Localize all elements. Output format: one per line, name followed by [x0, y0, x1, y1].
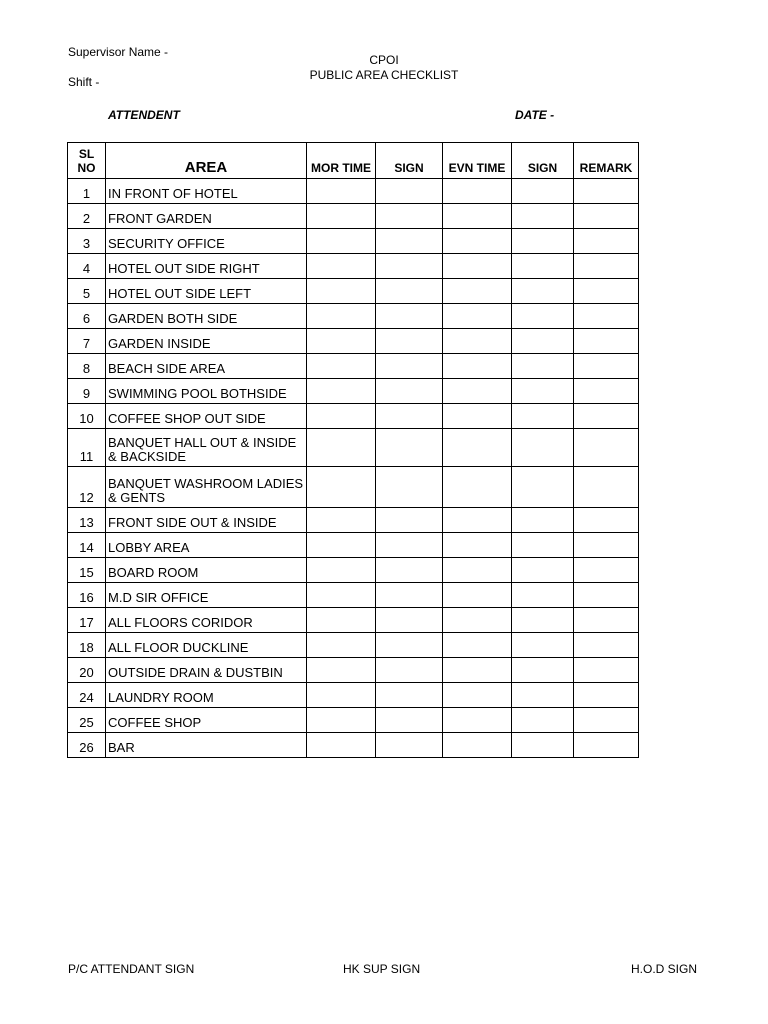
sign-2-cell — [512, 708, 574, 733]
row-area: FRONT SIDE OUT & INSIDE — [106, 508, 307, 533]
row-sl-no: 4 — [68, 254, 106, 279]
sign-2-cell — [512, 179, 574, 204]
sign-cell — [376, 254, 443, 279]
sign-cell — [376, 508, 443, 533]
remark-cell — [574, 354, 639, 379]
sign-2-cell — [512, 329, 574, 354]
table-row — [68, 329, 639, 354]
remark-cell — [574, 229, 639, 254]
sign-2-cell — [512, 608, 574, 633]
remark-cell — [574, 204, 639, 229]
row-area: GARDEN INSIDE — [106, 329, 307, 354]
row-area: ALL FLOOR DUCKLINE — [106, 633, 307, 658]
column-header-remark: REMARK — [574, 143, 639, 179]
remark-cell — [574, 608, 639, 633]
checklist-body — [68, 179, 639, 758]
sign-cell — [376, 304, 443, 329]
remark-cell — [574, 708, 639, 733]
checklist-table — [67, 142, 639, 758]
table-row — [68, 304, 639, 329]
evn-time-cell — [443, 508, 512, 533]
sign-cell — [376, 329, 443, 354]
row-area: SECURITY OFFICE — [106, 229, 307, 254]
remark-cell — [574, 179, 639, 204]
row-sl-no: 16 — [68, 583, 106, 608]
sign-cell — [376, 354, 443, 379]
remark-cell — [574, 329, 639, 354]
sign-2-cell — [512, 304, 574, 329]
row-sl-no: 5 — [68, 279, 106, 304]
sign-2-cell — [512, 467, 574, 508]
row-sl-no: 25 — [68, 708, 106, 733]
mor-time-cell — [307, 633, 376, 658]
supervisor-name-label: Supervisor Name - — [68, 45, 169, 59]
row-area: BOARD ROOM — [106, 558, 307, 583]
evn-time-cell — [443, 179, 512, 204]
table-row — [68, 608, 639, 633]
mor-time-cell — [307, 354, 376, 379]
sign-2-cell — [512, 508, 574, 533]
remark-cell — [574, 733, 639, 758]
remark-cell — [574, 633, 639, 658]
table-row — [68, 229, 639, 254]
sign-2-cell — [512, 733, 574, 758]
sign-2-cell — [512, 558, 574, 583]
table-row — [68, 708, 639, 733]
mor-time-cell — [307, 404, 376, 429]
remark-cell — [574, 508, 639, 533]
mor-time-cell — [307, 229, 376, 254]
date-label: DATE - — [515, 108, 555, 122]
sign-cell — [376, 179, 443, 204]
mor-time-cell — [307, 304, 376, 329]
attendent-label: ATTENDENT — [108, 108, 180, 122]
hk-sup-sign-label: HK SUP SIGN — [343, 962, 421, 976]
table-row — [68, 467, 639, 508]
evn-time-cell — [443, 583, 512, 608]
mor-time-cell — [307, 733, 376, 758]
row-sl-no: 11 — [68, 429, 106, 467]
evn-time-cell — [443, 404, 512, 429]
mor-time-cell — [307, 279, 376, 304]
table-row — [68, 558, 639, 583]
mor-time-cell — [307, 558, 376, 583]
sign-cell — [376, 229, 443, 254]
remark-cell — [574, 558, 639, 583]
row-area: COFFEE SHOP — [106, 708, 307, 733]
table-row — [68, 508, 639, 533]
evn-time-cell — [443, 279, 512, 304]
row-area: FRONT GARDEN — [106, 204, 307, 229]
mor-time-cell — [307, 429, 376, 467]
remark-cell — [574, 304, 639, 329]
evn-time-cell — [443, 329, 512, 354]
table-row — [68, 404, 639, 429]
evn-time-cell — [443, 229, 512, 254]
row-area: HOTEL OUT SIDE RIGHT — [106, 254, 307, 279]
sign-2-cell — [512, 583, 574, 608]
row-area: BANQUET HALL OUT & INSIDE & BACKSIDE — [106, 429, 307, 467]
row-sl-no: 12 — [68, 467, 106, 508]
row-area: LOBBY AREA — [106, 533, 307, 558]
row-sl-no: 10 — [68, 404, 106, 429]
table-row — [68, 179, 639, 204]
remark-cell — [574, 583, 639, 608]
remark-cell — [574, 404, 639, 429]
sign-2-cell — [512, 379, 574, 404]
column-header-sl-no: SL NO — [68, 143, 106, 179]
row-area: LAUNDRY ROOM — [106, 683, 307, 708]
mor-time-cell — [307, 508, 376, 533]
evn-time-cell — [443, 379, 512, 404]
evn-time-cell — [443, 429, 512, 467]
row-area: ALL FLOORS CORIDOR — [106, 608, 307, 633]
sign-2-cell — [512, 229, 574, 254]
row-area: COFFEE SHOP OUT SIDE — [106, 404, 307, 429]
sign-2-cell — [512, 354, 574, 379]
sign-2-cell — [512, 633, 574, 658]
mor-time-cell — [307, 608, 376, 633]
table-row — [68, 354, 639, 379]
sign-2-cell — [512, 254, 574, 279]
row-area: OUTSIDE DRAIN & DUSTBIN — [106, 658, 307, 683]
table-row — [68, 279, 639, 304]
mor-time-cell — [307, 204, 376, 229]
column-header-sign-2: SIGN — [512, 143, 574, 179]
row-area: BEACH SIDE AREA — [106, 354, 307, 379]
evn-time-cell — [443, 204, 512, 229]
row-sl-no: 7 — [68, 329, 106, 354]
row-sl-no: 24 — [68, 683, 106, 708]
mor-time-cell — [307, 583, 376, 608]
sign-cell — [376, 633, 443, 658]
document-title: PUBLIC AREA CHECKLIST — [309, 68, 459, 82]
sign-cell — [376, 429, 443, 467]
evn-time-cell — [443, 304, 512, 329]
evn-time-cell — [443, 708, 512, 733]
remark-cell — [574, 379, 639, 404]
evn-time-cell — [443, 254, 512, 279]
evn-time-cell — [443, 633, 512, 658]
row-sl-no: 13 — [68, 508, 106, 533]
sign-2-cell — [512, 279, 574, 304]
column-header-area: AREA — [106, 143, 307, 179]
remark-cell — [574, 429, 639, 467]
remark-cell — [574, 467, 639, 508]
table-row — [68, 429, 639, 467]
evn-time-cell — [443, 558, 512, 583]
sign-cell — [376, 683, 443, 708]
mor-time-cell — [307, 533, 376, 558]
evn-time-cell — [443, 608, 512, 633]
attendant-sign-label: P/C ATTENDANT SIGN — [68, 962, 195, 976]
row-area: M.D SIR OFFICE — [106, 583, 307, 608]
row-area: BAR — [106, 733, 307, 758]
row-sl-no: 1 — [68, 179, 106, 204]
sign-2-cell — [512, 683, 574, 708]
evn-time-cell — [443, 658, 512, 683]
evn-time-cell — [443, 467, 512, 508]
table-row — [68, 254, 639, 279]
row-area: IN FRONT OF HOTEL — [106, 179, 307, 204]
row-sl-no: 3 — [68, 229, 106, 254]
table-row — [68, 733, 639, 758]
row-area: GARDEN BOTH SIDE — [106, 304, 307, 329]
remark-cell — [574, 254, 639, 279]
remark-cell — [574, 658, 639, 683]
column-header-evn-time: EVN TIME — [443, 143, 512, 179]
sign-cell — [376, 558, 443, 583]
table-header-row — [68, 143, 639, 179]
sign-cell — [376, 204, 443, 229]
row-sl-no: 6 — [68, 304, 106, 329]
mor-time-cell — [307, 179, 376, 204]
evn-time-cell — [443, 733, 512, 758]
sign-cell — [376, 533, 443, 558]
shift-label: Shift - — [68, 75, 100, 89]
row-sl-no: 17 — [68, 608, 106, 633]
sign-cell — [376, 583, 443, 608]
evn-time-cell — [443, 533, 512, 558]
sign-cell — [376, 467, 443, 508]
remark-cell — [574, 279, 639, 304]
sign-cell — [376, 733, 443, 758]
hod-sign-label: H.O.D SIGN — [631, 962, 698, 976]
table-row — [68, 533, 639, 558]
table-row — [68, 683, 639, 708]
sign-cell — [376, 379, 443, 404]
table-row — [68, 379, 639, 404]
mor-time-cell — [307, 467, 376, 508]
evn-time-cell — [443, 354, 512, 379]
mor-time-cell — [307, 708, 376, 733]
row-sl-no: 18 — [68, 633, 106, 658]
row-sl-no: 20 — [68, 658, 106, 683]
sign-cell — [376, 658, 443, 683]
sign-cell — [376, 708, 443, 733]
row-area: SWIMMING POOL BOTHSIDE — [106, 379, 307, 404]
mor-time-cell — [307, 683, 376, 708]
column-header-mor-time: MOR TIME — [307, 143, 376, 179]
column-header-sign: SIGN — [376, 143, 443, 179]
evn-time-cell — [443, 683, 512, 708]
sign-cell — [376, 404, 443, 429]
sign-2-cell — [512, 404, 574, 429]
sign-cell — [376, 608, 443, 633]
sign-2-cell — [512, 658, 574, 683]
sign-2-cell — [512, 204, 574, 229]
mor-time-cell — [307, 379, 376, 404]
mor-time-cell — [307, 254, 376, 279]
remark-cell — [574, 533, 639, 558]
row-sl-no: 15 — [68, 558, 106, 583]
mor-time-cell — [307, 329, 376, 354]
row-sl-no: 2 — [68, 204, 106, 229]
sign-2-cell — [512, 429, 574, 467]
sign-cell — [376, 279, 443, 304]
row-sl-no: 26 — [68, 733, 106, 758]
row-area: HOTEL OUT SIDE LEFT — [106, 279, 307, 304]
mor-time-cell — [307, 658, 376, 683]
row-sl-no: 9 — [68, 379, 106, 404]
table-row — [68, 204, 639, 229]
row-sl-no: 8 — [68, 354, 106, 379]
table-row — [68, 633, 639, 658]
row-sl-no: 14 — [68, 533, 106, 558]
sign-2-cell — [512, 533, 574, 558]
remark-cell — [574, 683, 639, 708]
table-row — [68, 658, 639, 683]
row-area: BANQUET WASHROOM LADIES & GENTS — [106, 467, 307, 508]
table-row — [68, 583, 639, 608]
organization-name: CPOI — [369, 53, 399, 67]
